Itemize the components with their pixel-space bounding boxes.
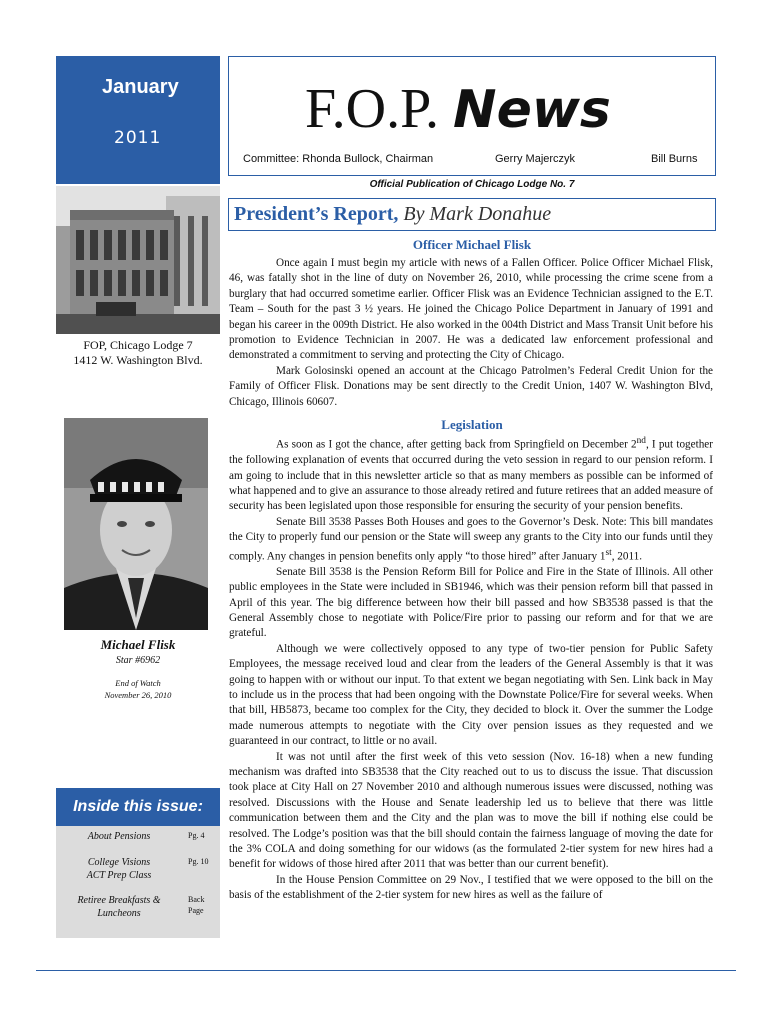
bottom-rule [36,970,736,971]
building-caption-line2: 1412 W. Washington Blvd. [73,353,203,367]
article-body-part2 [229,434,713,904]
official-publication: Official Publication of Chicago Lodge No. 7 [369,179,575,190]
toc-page-line: Back [188,895,205,904]
subheading-officer: Officer Michael Flisk [412,237,532,252]
newsletter-title [305,79,611,140]
issue-month: January [102,76,179,98]
article-body-part1 [229,256,713,410]
presidents-report-header [228,198,716,231]
officer-name: Michael Flisk [100,637,176,652]
toc-title-line: About Pensions [87,831,151,842]
issue-year: 2011 [114,128,162,148]
paragraph: Senate Bill 3538 is the Pension Reform Bill for Police and Fire in the State of Illinois. All other public employees in the State were included in SB1946, which was their pension reform bill that passed in April of this year. The big difference between how their bill passed and how SB3538 passed is that the General Assembly chose to negotiate with Police/Fire prior to passing our reform and for that we are grateful. [229,565,713,640]
text-run: , I put together the following explanation of events that occurred during the veto session in regard to our pension reform. I am going to include that in this newsletter article so that as many members as possible can be informed of what happened and to give an assurance to those already retired and future retirees that an added measure of security has been legislated upon those responsible for ensuring the security of your pension benefits. [229,438,713,513]
toc-page [188,894,214,916]
eow-line2: November 26, 2010 [104,690,172,700]
text-run: As soon as I got the chance, after getting back from Springfield on December 2 [276,438,637,451]
inside-this-issue-box [56,788,220,938]
heading-text: President’s Report, [234,203,399,225]
text-run: Senate Bill 3538 Passes Both Houses and goes to the Governor’s Desk. Note: This bill mandates the City to properly fund our pension or the State will sweep any grants to the City into our funds until they comply. Any changes in pension benefits only apply “to those hired” after January 1 [229,515,713,563]
committee-member: Bill Burns [651,153,698,165]
superscript: st [605,547,612,558]
superscript: nd [636,436,646,446]
building-caption [56,338,220,368]
inside-this-issue-title: Inside this issue: [56,788,220,826]
issue-date-box [56,56,220,184]
toc-title-line: College Visions [87,857,151,868]
end-of-watch [56,677,220,701]
toc-page: Pg. 10 [188,857,209,866]
paragraph: Although we were collectively opposed to any type of two-tier pension for Public Safety Employees, the message received loud and clear from the leaders of the General Assembly is that it was going to happen with or without our input. To that extent we began negotiating with Sen. Link back in May to include us in the process that had been ongoing with the Downstate Police/Fire for several weeks. When that bill, HB5873, became too complex for the City, they decided to block it. Over the summer the Lodge made numerous attempts to negotiate with the City over pension issues as they requested and we guaranteed in our contract, to little or no avail. [229,642,713,748]
paragraph: Once again I must begin my article with news of a Fallen Officer. Police Officer Michael Flisk, 46, was fatally shot in the line of duty on November 26, 2010, while processing the crime scene from a burglary that had occurred sometime earlier. Officer Flisk was an Evidence Technician assigned to the E.T. Team – South for the past 3 ½ years. He joined the Chicago Police Department in January of 1991 and began his career in the 009th District. He also worked in the 004th District and Mass Transit Unit before his promotion to Evidence Technician in 2007. He was a dedicated law enforcement professional and demonstrated a commitment to serving and protecting the City of Chicago. [229,257,713,362]
toc-page-line: Page [188,906,204,915]
paragraph: Mark Golosinski opened an account at the Chicago Patrolmen’s Federal Credit Union for the Family of Officer Flisk. Donations may be sent directly to the Credit Union, 1407 W. Washington Blvd, Chicago, Illinois 60607. [229,364,713,408]
toc-title-line: Retiree Breakfasts & [77,895,161,906]
text-run: , 2011. [611,550,643,563]
toc-title [64,894,174,920]
officer-star: Star #6962 [115,655,161,666]
lodge-building-photo [56,186,220,334]
title-fop: F.O.P. [305,78,440,140]
subheading-legislation: Legislation [441,417,503,432]
presidents-report-heading [234,203,551,226]
paragraph: In the House Pension Committee on 29 Nov., I testified that we were opposed to the bill on the basis of the establishment of the 2-tier system for new hires as well as the failure of [229,873,713,902]
toc-title-line: Luncheons [97,908,141,919]
paragraph: It was not until after the first week of this veto session (Nov. 16-18) when a new funding mechanism was drafted into SB3538 that the City reached out to us to discuss the issue. That discussion took place at City Hall on 27 November 2010 and although numerous issues were discussed, nothing was resolved. Discussions with the House and Senate leadership led us to believe that there was little communication between them and the City and the plan was to move the bill if nothing else could be resolved. The Lodge’s position was that the bill should contain the fairness language of moving the date for the 3% COLA and doing something for our widows (as the formulated 2-tier system for new hires had a benefit for widows of those hired after 2011 that was better than our current benefit). [229,750,713,871]
toc-title [64,830,174,843]
committee-member: Gerry Majerczyk [495,153,576,165]
eow-line1: End of Watch [115,678,161,688]
building-caption-line1: FOP, Chicago Lodge 7 [83,338,193,352]
masthead [228,56,716,176]
committee-chair: Committee: Rhonda Bullock, Chairman [243,153,434,165]
toc-title [64,856,174,882]
officer-portrait-photo [64,418,208,630]
paragraph [229,515,713,565]
byline: By Mark Donahue [403,203,552,225]
title-news: News [453,80,611,140]
paragraph [229,434,713,515]
toc-title-line: ACT Prep Class [86,870,152,881]
toc-page: Pg. 4 [188,831,205,840]
